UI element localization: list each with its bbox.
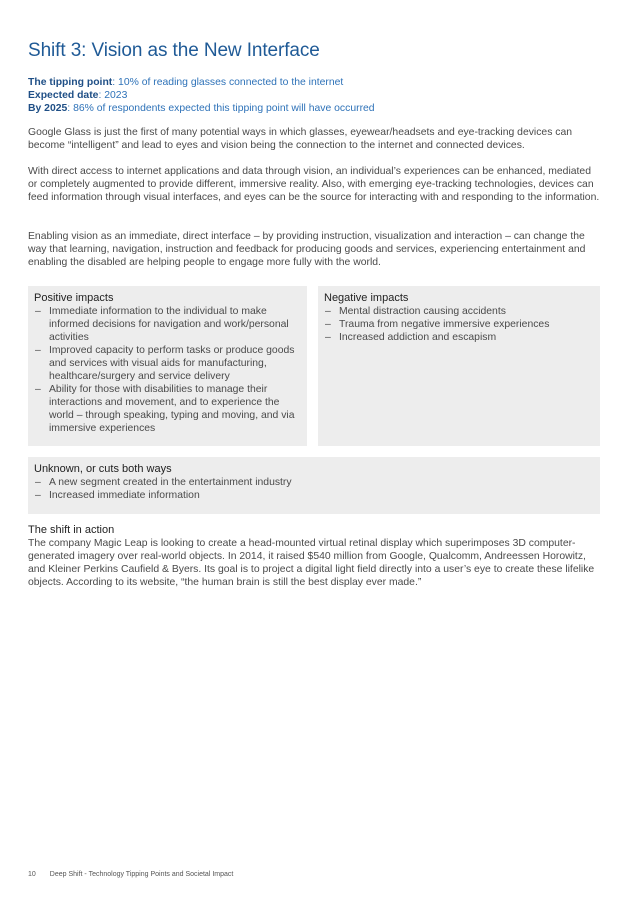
- tipping-point-value: : 10% of reading glasses connected to the internet: [112, 77, 344, 88]
- intro-paragraph-1: Google Glass is just the first of many potential ways in which glasses, eyewear/headsets and eye-tracking devices can become “intelligent” and lead to eyes and vision being the connection to the internet and connected devices.: [28, 127, 573, 151]
- by-2025-label: By 2025: [28, 103, 68, 114]
- positive-impacts-list: [34, 305, 301, 435]
- intro-paragraph-2: With direct access to internet applications and data through vision, an individual’s experiences can be enhanced, mediated or completely augmented to provide different, immersive reality. Also, with emerging eye-tracking technologies, devices can feed information through visual interfaces, and eyes can be the source for interacting with and responding to the information.: [28, 166, 600, 203]
- negative-impacts-title: Negative impacts: [324, 292, 409, 304]
- list-item: – Trauma from negative immersive experiences: [324, 318, 594, 331]
- shift-in-action-title: The shift in action: [28, 524, 115, 536]
- positive-impacts-title: Positive impacts: [34, 292, 114, 304]
- expected-date-line: [28, 89, 375, 102]
- positive-impacts-box: [28, 286, 307, 446]
- list-item: – Improved capacity to perform tasks or produce goods and services with visual aids for manufacturing, healthcare/surgery and service delivery: [34, 344, 301, 383]
- list-item: – A new segment created in the entertainment industry: [34, 476, 594, 489]
- unknown-impacts-title: Unknown, or cuts both ways: [34, 463, 172, 475]
- page-number: 10: [28, 871, 36, 878]
- tipping-point-facts: [28, 76, 375, 115]
- list-item: – Increased immediate information: [34, 489, 594, 502]
- tipping-point-label: The tipping point: [28, 77, 113, 88]
- negative-impacts-list: [324, 305, 594, 344]
- list-item: – Ability for those with disabilities to manage their interactions and movement, and to experience the world – through speaking, typing and moving, and via immersive experiences: [34, 383, 301, 435]
- page-footer: [28, 871, 233, 878]
- expected-date-value: : 2023: [98, 90, 128, 101]
- page-title: Shift 3: Vision as the New Interface: [28, 40, 320, 61]
- intro-paragraph-3: Enabling vision as an immediate, direct interface – by providing instruction, visualization and interaction – can change the way that learning, navigation, instruction and feedback for producing goods and services, experiencing entertainment and enabling the disabled are helping people to engage more fully with the world.: [28, 231, 586, 268]
- by-2025-line: [28, 102, 375, 115]
- expected-date-label: Expected date: [28, 90, 99, 101]
- unknown-impacts-box: [28, 457, 600, 514]
- shift-in-action-text: The company Magic Leap is looking to create a head-mounted virtual retinal display which superimposes 3D computer-generated imagery over real-world objects. In 2014, it raised $540 million from Google, Qualcomm, Andreessen Horowitz, and Kleiner Perkins Caufield & Byers. Its goal is to project a digital light field directly into a user’s eye to create these lifelike objects. According to its website, “the human brain is still the best display ever made.”: [28, 538, 595, 588]
- negative-impacts-box: [318, 286, 600, 446]
- unknown-impacts-list: [34, 476, 594, 502]
- tipping-point-line: [28, 76, 375, 89]
- by-2025-value: : 86% of respondents expected this tipping point will have occurred: [67, 103, 375, 114]
- list-item: – Mental distraction causing accidents: [324, 305, 594, 318]
- list-item: – Immediate information to the individual to make informed decisions for navigation and work/personal activities: [34, 305, 301, 344]
- document-title: Deep Shift - Technology Tipping Points and Societal Impact: [49, 871, 234, 878]
- list-item: – Increased addiction and escapism: [324, 331, 594, 344]
